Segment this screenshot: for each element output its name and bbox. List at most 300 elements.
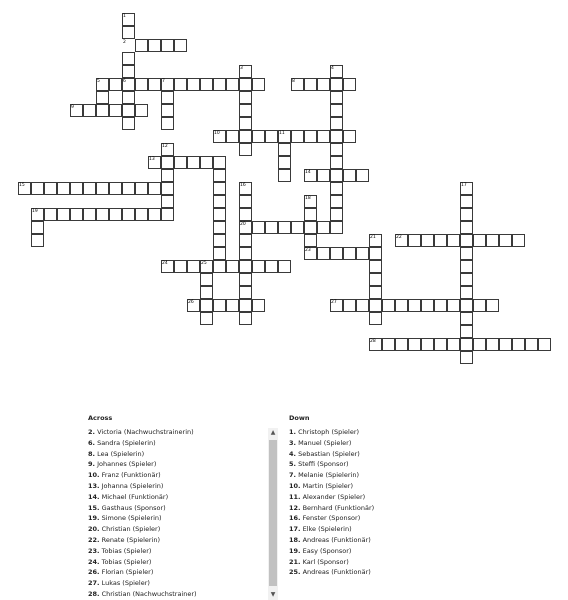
across-clue[interactable] — [88, 557, 268, 568]
grid-cell[interactable] — [122, 13, 135, 26]
clue-text: Elke (Spielerin) — [302, 525, 352, 534]
grid-cell[interactable] — [239, 65, 252, 78]
grid-cell[interactable] — [512, 338, 525, 351]
grid-cell[interactable] — [330, 65, 343, 78]
grid-cell[interactable] — [213, 221, 226, 234]
grid-cell[interactable] — [239, 208, 252, 221]
grid-cell[interactable] — [304, 78, 317, 91]
grid-cell[interactable] — [161, 39, 174, 52]
grid-cell[interactable] — [31, 221, 44, 234]
grid-cell[interactable] — [187, 78, 200, 91]
grid-cell[interactable] — [460, 221, 473, 234]
grid-cell[interactable] — [122, 182, 135, 195]
grid-cell[interactable] — [343, 169, 356, 182]
across-clue[interactable] — [88, 503, 268, 514]
down-clue[interactable] — [289, 557, 459, 568]
grid-cell[interactable] — [161, 156, 174, 169]
grid-cell[interactable] — [96, 104, 109, 117]
clue-number: 6. — [88, 438, 95, 447]
clue-text: Christoph (Spieler) — [298, 428, 360, 436]
grid-cell[interactable] — [408, 299, 421, 312]
grid-cell[interactable] — [486, 299, 499, 312]
grid-cell[interactable] — [330, 247, 343, 260]
grid-cell[interactable] — [83, 208, 96, 221]
clue-text: Bernhard (Funktionär) — [302, 503, 375, 512]
grid-cell[interactable] — [148, 39, 161, 52]
grid-cell[interactable] — [460, 182, 473, 195]
grid-cell[interactable] — [135, 104, 148, 117]
grid-cell[interactable] — [473, 299, 486, 312]
grid-cell[interactable] — [200, 312, 213, 325]
grid-cell[interactable] — [83, 182, 96, 195]
grid-cell[interactable] — [369, 234, 382, 247]
grid-cell[interactable] — [213, 234, 226, 247]
down-clue[interactable] — [289, 546, 459, 557]
grid-cell[interactable] — [174, 39, 187, 52]
grid-cell[interactable] — [538, 338, 551, 351]
grid-cell[interactable] — [70, 208, 83, 221]
grid-cell[interactable] — [278, 260, 291, 273]
grid-cell[interactable] — [460, 351, 473, 364]
grid-cell[interactable] — [187, 156, 200, 169]
grid-cell[interactable] — [460, 247, 473, 260]
grid-cell[interactable] — [174, 78, 187, 91]
grid-cell[interactable] — [161, 78, 174, 91]
grid-cell[interactable] — [408, 338, 421, 351]
down-clue[interactable] — [289, 567, 459, 578]
clue-number: 19. — [88, 514, 100, 523]
cell-number: 28 — [370, 339, 376, 344]
grid-cell[interactable] — [213, 169, 226, 182]
grid-cell[interactable] — [135, 78, 148, 91]
clue-number: 12. — [289, 503, 301, 512]
grid-cell[interactable] — [304, 208, 317, 221]
grid-cell[interactable] — [200, 273, 213, 286]
across-clue[interactable] — [88, 470, 268, 481]
grid-cell[interactable] — [265, 221, 278, 234]
grid-cell[interactable] — [109, 104, 122, 117]
clue-text: Victoria (Nachwuchstrainerin) — [97, 428, 194, 436]
grid-cell[interactable] — [239, 221, 252, 234]
grid-cell[interactable] — [291, 130, 304, 143]
across-clue[interactable] — [88, 427, 268, 438]
grid-cell[interactable] — [434, 234, 447, 247]
grid-cell[interactable] — [135, 208, 148, 221]
clue-number: 26. — [88, 568, 100, 577]
down-clue[interactable] — [289, 535, 459, 546]
across-clue[interactable] — [88, 459, 268, 470]
grid-cell[interactable] — [382, 338, 395, 351]
cell-number: 6 — [123, 79, 126, 84]
clue-text: Christian (Nachwuchstrainer) — [101, 589, 197, 598]
grid-cell[interactable] — [460, 299, 473, 312]
grid-cell[interactable] — [369, 312, 382, 325]
grid-cell[interactable] — [369, 260, 382, 273]
grid-cell[interactable] — [343, 299, 356, 312]
grid-cell[interactable] — [239, 130, 252, 143]
grid-cell[interactable] — [421, 338, 434, 351]
cell-number: 12 — [162, 144, 168, 149]
grid-cell[interactable] — [213, 195, 226, 208]
grid-cell[interactable] — [226, 299, 239, 312]
clue-number: 3. — [289, 438, 296, 447]
grid-cell[interactable] — [239, 234, 252, 247]
grid-cell[interactable] — [421, 234, 434, 247]
grid-cell[interactable] — [486, 234, 499, 247]
grid-cell[interactable] — [252, 130, 265, 143]
grid-cell[interactable] — [330, 78, 343, 91]
clue-number: 25. — [289, 568, 301, 577]
grid-cell[interactable] — [96, 78, 109, 91]
grid-cell[interactable] — [161, 91, 174, 104]
grid-cell[interactable] — [278, 221, 291, 234]
cell-number: 22 — [396, 235, 402, 240]
grid-cell[interactable] — [161, 260, 174, 273]
clue-number: 24. — [88, 557, 100, 566]
cell-number: 5 — [97, 79, 100, 84]
grid-cell[interactable] — [330, 117, 343, 130]
grid-cell[interactable] — [213, 78, 226, 91]
grid-cell[interactable] — [239, 104, 252, 117]
grid-cell[interactable] — [291, 221, 304, 234]
clue-text: Martin (Spieler) — [302, 481, 354, 490]
down-clue[interactable] — [289, 449, 459, 460]
grid-cell[interactable] — [265, 130, 278, 143]
grid-cell[interactable] — [31, 182, 44, 195]
grid-cell[interactable] — [330, 195, 343, 208]
clue-text: Christian (Spieler) — [101, 525, 161, 534]
grid-cell[interactable] — [356, 299, 369, 312]
grid-cell[interactable] — [213, 208, 226, 221]
grid-cell[interactable] — [161, 117, 174, 130]
grid-cell[interactable] — [499, 338, 512, 351]
grid-cell[interactable] — [83, 104, 96, 117]
cell-number: 2 — [123, 40, 126, 45]
grid-cell[interactable] — [57, 182, 70, 195]
clue-number: 10. — [289, 481, 301, 490]
grid-cell[interactable] — [330, 104, 343, 117]
clues-panel — [88, 414, 548, 600]
grid-cell[interactable] — [161, 195, 174, 208]
grid-cell[interactable] — [460, 286, 473, 299]
grid-cell[interactable] — [122, 26, 135, 39]
grid-cell[interactable] — [330, 169, 343, 182]
grid-cell[interactable] — [148, 208, 161, 221]
down-clue[interactable] — [289, 492, 459, 503]
grid-cell[interactable] — [252, 299, 265, 312]
grid-cell[interactable] — [369, 273, 382, 286]
grid-cell[interactable] — [161, 169, 174, 182]
grid-cell[interactable] — [278, 143, 291, 156]
grid-cell[interactable] — [330, 208, 343, 221]
across-clue[interactable] — [88, 524, 268, 535]
grid-cell[interactable] — [109, 182, 122, 195]
grid-cell[interactable] — [226, 260, 239, 273]
across-heading: Across — [88, 414, 113, 422]
clue-number: 1. — [289, 428, 296, 436]
clue-number: 21. — [289, 557, 301, 566]
grid-cell[interactable] — [239, 78, 252, 91]
clue-text: Tobias (Spieler) — [101, 546, 152, 555]
across-clue[interactable] — [88, 535, 268, 546]
grid-cell[interactable] — [187, 260, 200, 273]
clue-text: Andreas (Funktionär) — [302, 568, 371, 577]
grid-cell[interactable] — [369, 299, 382, 312]
grid-cell[interactable] — [200, 286, 213, 299]
across-clue[interactable] — [88, 546, 268, 557]
down-clue[interactable] — [289, 503, 459, 514]
grid-cell[interactable] — [343, 130, 356, 143]
scrollbar[interactable] — [268, 428, 278, 600]
grid-cell[interactable] — [135, 182, 148, 195]
grid-cell[interactable] — [200, 156, 213, 169]
clue-text: Gasthaus (Sponsor) — [101, 503, 166, 512]
grid-cell[interactable] — [31, 208, 44, 221]
grid-cell[interactable] — [200, 299, 213, 312]
grid-cell[interactable] — [525, 338, 538, 351]
clue-number: 4. — [289, 449, 296, 458]
grid-cell[interactable] — [122, 65, 135, 78]
clue-number: 11. — [289, 492, 301, 501]
cell-number: 1 — [123, 14, 126, 19]
down-clue[interactable] — [289, 524, 459, 535]
clue-number: 20. — [88, 525, 100, 534]
clue-number: 10. — [88, 471, 100, 480]
cell-number: 7 — [162, 79, 165, 84]
grid-cell[interactable] — [148, 182, 161, 195]
grid-cell[interactable] — [161, 208, 174, 221]
cell-number: 10 — [214, 131, 220, 136]
grid-cell[interactable] — [239, 143, 252, 156]
clue-text: Lea (Spielerin) — [97, 449, 145, 458]
down-clue[interactable] — [289, 459, 459, 470]
cell-number: 21 — [370, 235, 376, 240]
grid-cell[interactable] — [213, 299, 226, 312]
grid-cell[interactable] — [460, 338, 473, 351]
grid-cell[interactable] — [382, 299, 395, 312]
grid-cell[interactable] — [31, 234, 44, 247]
grid-cell[interactable] — [174, 260, 187, 273]
grid-cell[interactable] — [330, 130, 343, 143]
grid-cell[interactable] — [343, 247, 356, 260]
grid-cell[interactable] — [304, 247, 317, 260]
grid-cell[interactable] — [239, 91, 252, 104]
clue-text: Manuel (Spieler) — [298, 438, 352, 447]
grid-cell[interactable] — [330, 91, 343, 104]
grid-cell[interactable] — [239, 286, 252, 299]
across-clue[interactable] — [88, 492, 268, 503]
cell-number: 27 — [331, 300, 337, 305]
grid-cell[interactable] — [369, 247, 382, 260]
grid-cell[interactable] — [447, 338, 460, 351]
cell-number: 19 — [32, 209, 38, 214]
grid-cell[interactable] — [421, 299, 434, 312]
grid-cell[interactable] — [252, 221, 265, 234]
grid-cell[interactable] — [57, 208, 70, 221]
grid-cell[interactable] — [239, 312, 252, 325]
grid-cell[interactable] — [317, 221, 330, 234]
grid-cell[interactable] — [460, 312, 473, 325]
grid-cell[interactable] — [356, 169, 369, 182]
grid-cell[interactable] — [96, 182, 109, 195]
grid-cell[interactable] — [317, 247, 330, 260]
grid-cell[interactable] — [239, 299, 252, 312]
grid-cell[interactable] — [473, 338, 486, 351]
grid-cell[interactable] — [252, 260, 265, 273]
cell-number: 18 — [305, 196, 311, 201]
grid-cell[interactable] — [330, 221, 343, 234]
grid-cell[interactable] — [460, 234, 473, 247]
down-clue[interactable] — [289, 513, 459, 524]
grid-cell[interactable] — [265, 260, 278, 273]
down-clue[interactable] — [289, 470, 459, 481]
grid-cell[interactable] — [213, 260, 226, 273]
grid-cell[interactable] — [317, 78, 330, 91]
grid-cell[interactable] — [109, 208, 122, 221]
grid-cell[interactable] — [122, 208, 135, 221]
grid-cell[interactable] — [317, 169, 330, 182]
clue-number: 2. — [88, 428, 95, 436]
grid-cell[interactable] — [434, 338, 447, 351]
clue-number: 16. — [289, 514, 301, 523]
clue-number: 7. — [289, 471, 296, 480]
grid-cell[interactable] — [460, 260, 473, 273]
grid-cell[interactable] — [317, 130, 330, 143]
grid-cell[interactable] — [460, 273, 473, 286]
grid-cell[interactable] — [330, 182, 343, 195]
grid-cell[interactable] — [213, 182, 226, 195]
clue-text: Sandra (Spielerin) — [97, 438, 156, 447]
cell-number: 8 — [292, 79, 295, 84]
across-clue[interactable] — [88, 438, 268, 449]
grid-cell[interactable] — [369, 338, 382, 351]
grid-cell[interactable] — [148, 78, 161, 91]
grid-cell[interactable] — [213, 156, 226, 169]
grid-cell[interactable] — [304, 234, 317, 247]
grid-cell[interactable] — [213, 130, 226, 143]
scroll-down-icon[interactable]: ▼ — [270, 591, 276, 598]
grid-cell[interactable] — [304, 195, 317, 208]
grid-cell[interactable] — [187, 299, 200, 312]
grid-cell[interactable] — [291, 78, 304, 91]
cell-number: 25 — [201, 261, 207, 266]
grid-cell[interactable] — [161, 182, 174, 195]
across-clue[interactable] — [88, 589, 268, 600]
across-clue[interactable] — [88, 567, 268, 578]
grid-cell[interactable] — [278, 169, 291, 182]
grid-cell[interactable] — [447, 299, 460, 312]
across-clues — [88, 414, 268, 600]
clue-text: Easy (Sponsor) — [302, 546, 352, 555]
grid-cell[interactable] — [408, 234, 421, 247]
cell-number: 20 — [240, 222, 246, 227]
grid-cell[interactable] — [96, 208, 109, 221]
grid-cell[interactable] — [356, 247, 369, 260]
grid-cell[interactable] — [460, 208, 473, 221]
grid-cell[interactable] — [252, 78, 265, 91]
down-clue[interactable] — [289, 438, 459, 449]
grid-cell[interactable] — [369, 286, 382, 299]
grid-cell[interactable] — [148, 156, 161, 169]
grid-cell[interactable] — [239, 117, 252, 130]
grid-cell[interactable] — [239, 182, 252, 195]
down-clue-list — [289, 427, 459, 578]
grid-cell[interactable] — [161, 143, 174, 156]
grid-cell[interactable] — [343, 78, 356, 91]
grid-cell[interactable] — [122, 78, 135, 91]
grid-cell[interactable] — [122, 117, 135, 130]
clue-text: Johannes (Spieler) — [97, 460, 157, 469]
grid-cell[interactable] — [486, 338, 499, 351]
grid-cell[interactable] — [226, 78, 239, 91]
across-clue[interactable] — [88, 449, 268, 460]
grid-cell[interactable] — [161, 104, 174, 117]
grid-cell[interactable] — [226, 130, 239, 143]
grid-cell[interactable] — [330, 156, 343, 169]
grid-cell[interactable] — [213, 247, 226, 260]
grid-cell[interactable] — [200, 260, 213, 273]
grid-cell[interactable] — [18, 182, 31, 195]
grid-cell[interactable] — [122, 91, 135, 104]
grid-cell[interactable] — [239, 247, 252, 260]
grid-cell[interactable] — [330, 143, 343, 156]
grid-cell[interactable] — [395, 234, 408, 247]
grid-cell[interactable] — [447, 234, 460, 247]
grid-cell[interactable] — [70, 104, 83, 117]
grid-cell[interactable] — [395, 299, 408, 312]
grid-cell[interactable] — [239, 273, 252, 286]
grid-cell[interactable] — [239, 195, 252, 208]
grid-cell[interactable] — [122, 52, 135, 65]
grid-cell[interactable] — [395, 338, 408, 351]
clue-number: 27. — [88, 579, 100, 588]
clue-number: 22. — [88, 535, 100, 544]
clue-text: Tobias (Spieler) — [101, 557, 152, 566]
grid-cell[interactable] — [109, 78, 122, 91]
scroll-up-icon[interactable]: ▲ — [270, 429, 276, 436]
grid-cell[interactable] — [330, 299, 343, 312]
clue-text: Franz (Funktionär) — [101, 471, 161, 480]
grid-cell[interactable] — [70, 182, 83, 195]
grid-cell[interactable] — [96, 91, 109, 104]
grid-cell[interactable] — [460, 195, 473, 208]
grid-cell[interactable] — [499, 234, 512, 247]
grid-cell[interactable] — [304, 130, 317, 143]
grid-cell[interactable] — [278, 130, 291, 143]
grid-cell[interactable] — [434, 299, 447, 312]
grid-cell[interactable] — [304, 169, 317, 182]
cell-number: 24 — [162, 261, 168, 266]
grid-cell[interactable] — [304, 221, 317, 234]
grid-cell[interactable] — [122, 104, 135, 117]
down-clue[interactable] — [289, 481, 459, 492]
grid-cell[interactable] — [473, 234, 486, 247]
across-clue[interactable] — [88, 481, 268, 492]
grid-cell[interactable] — [460, 325, 473, 338]
across-clue[interactable] — [88, 513, 268, 524]
grid-cell[interactable] — [278, 156, 291, 169]
grid-cell[interactable] — [512, 234, 525, 247]
grid-cell[interactable] — [239, 260, 252, 273]
grid-cell[interactable] — [200, 78, 213, 91]
grid-cell[interactable] — [44, 208, 57, 221]
grid-cell[interactable] — [174, 156, 187, 169]
scroll-thumb[interactable] — [269, 440, 277, 586]
grid-cell[interactable] — [135, 39, 148, 52]
grid-cell[interactable] — [44, 182, 57, 195]
across-clue[interactable] — [88, 578, 268, 589]
down-clue[interactable] — [289, 427, 459, 438]
